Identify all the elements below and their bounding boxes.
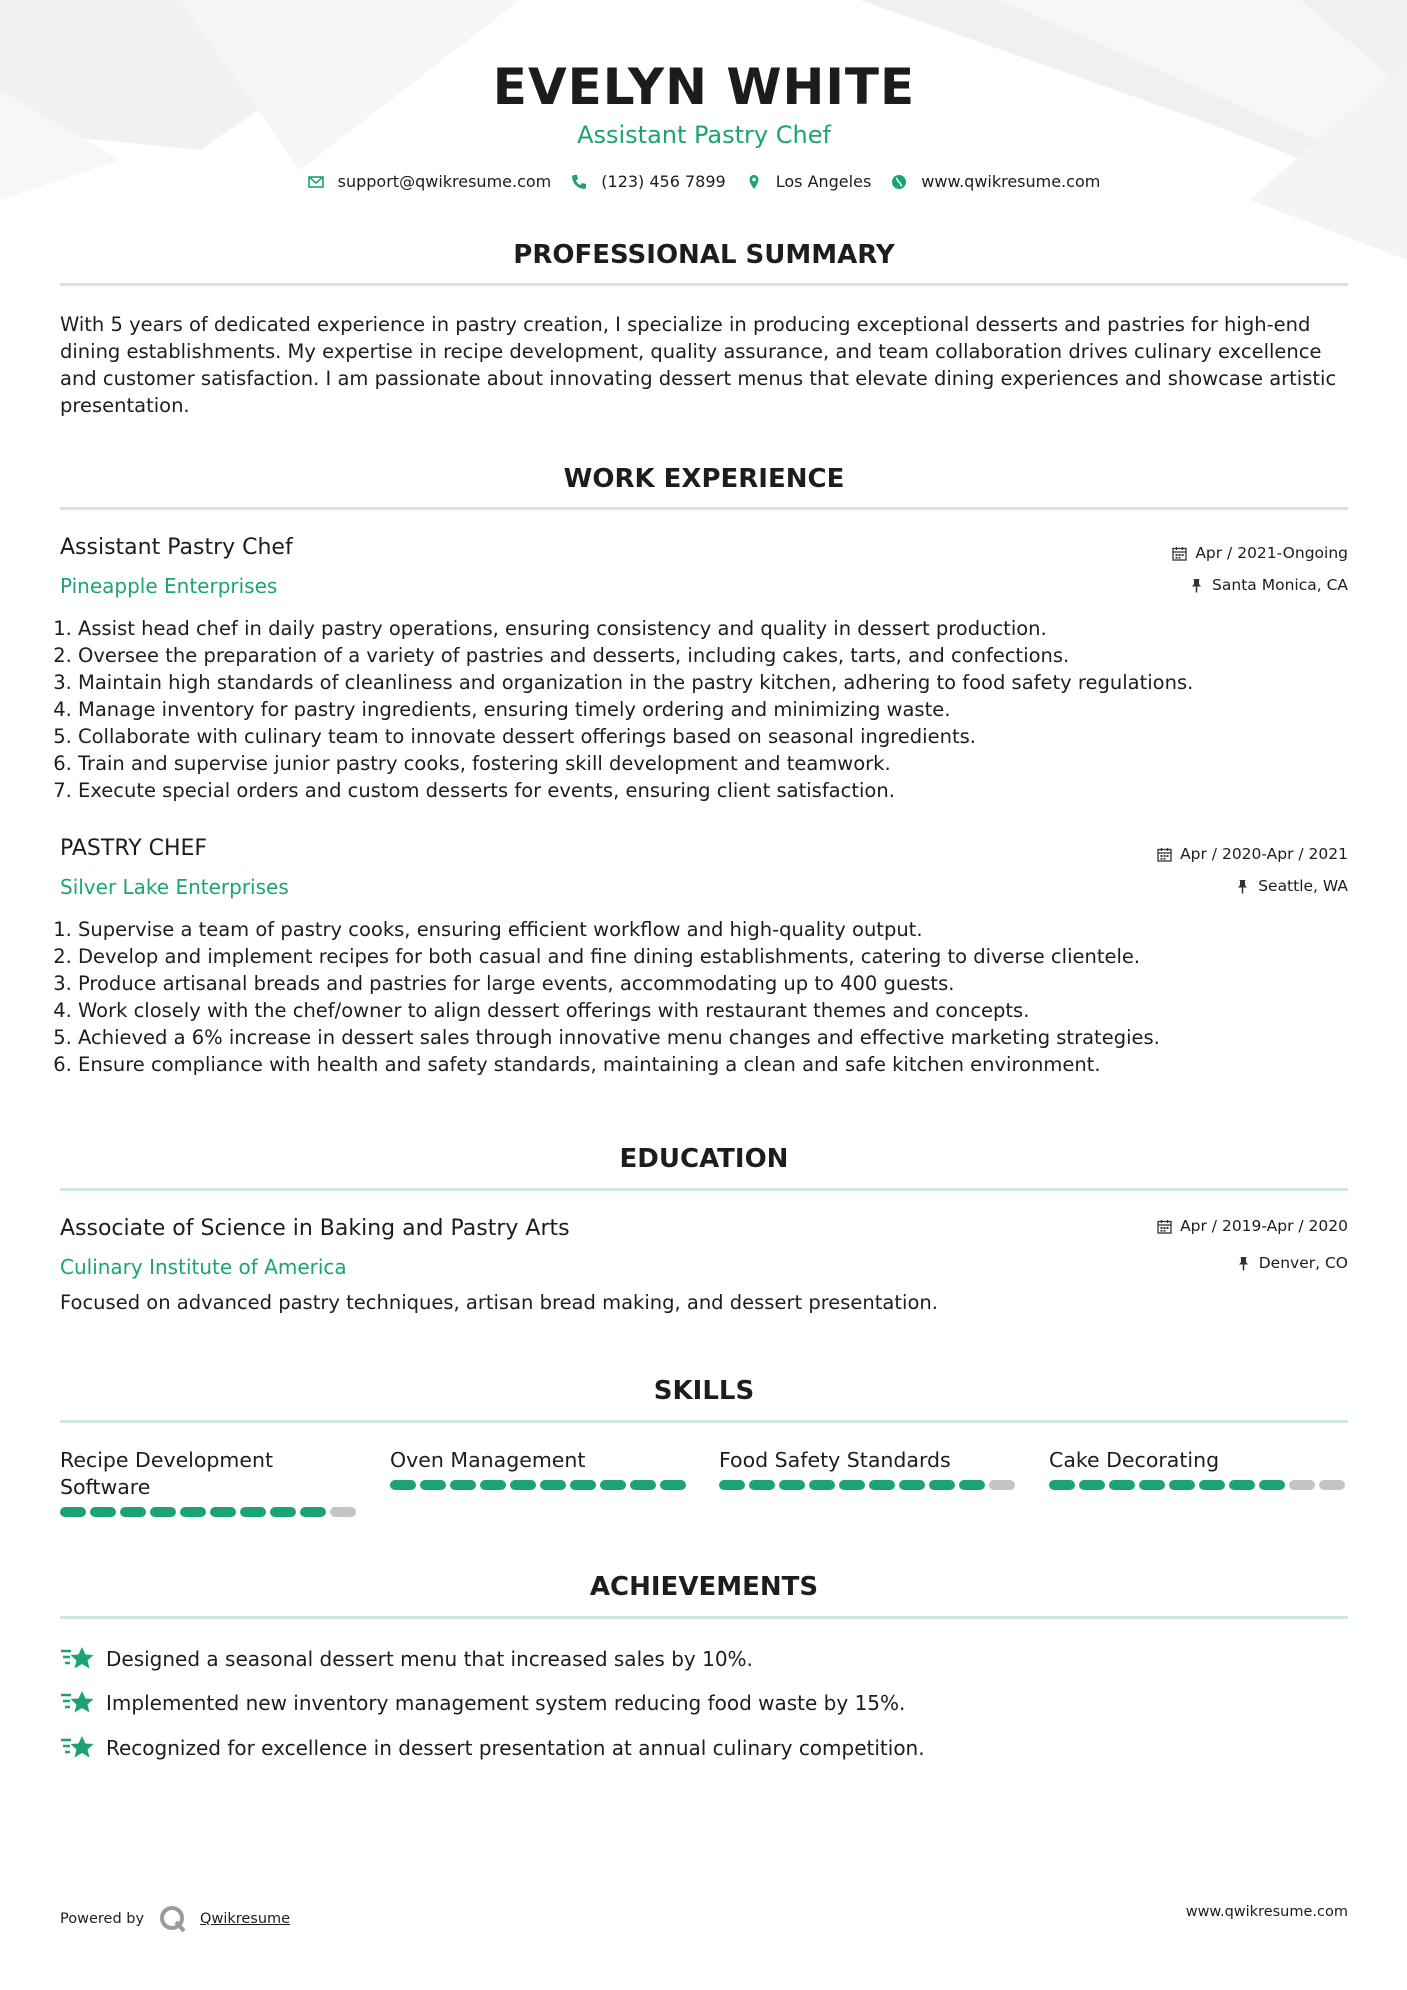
achievements-heading: ACHIEVEMENTS xyxy=(589,1572,819,1602)
skill-level-filled xyxy=(420,1480,446,1490)
skill-level-filled xyxy=(809,1480,835,1490)
skill-level-filled xyxy=(899,1480,925,1490)
pushpin-icon xyxy=(1235,879,1250,894)
skill-level-empty xyxy=(1289,1480,1315,1490)
skill-bar xyxy=(719,1480,1019,1490)
job-location: Seattle, WA xyxy=(1235,877,1348,895)
star-achievement-icon xyxy=(60,1688,96,1718)
skill-level-filled xyxy=(60,1507,86,1517)
skills-heading: SKILLS xyxy=(653,1376,755,1406)
skill-level-empty xyxy=(330,1507,356,1517)
education-heading: EDUCATION xyxy=(619,1144,789,1174)
skill-level-filled xyxy=(1079,1480,1105,1490)
skill-level-filled xyxy=(210,1507,236,1517)
skill-level-filled xyxy=(1259,1480,1285,1490)
list-item: 4. Work closely with the chef/owner to align dessert offerings with restaurant themes and concepts. xyxy=(78,997,1348,1024)
job-company: Pineapple Enterprises xyxy=(60,574,278,598)
footer-powered-by: Powered by Qwikresume xyxy=(60,1904,290,1934)
calendar-icon xyxy=(1172,546,1187,561)
skill-level-filled xyxy=(270,1507,296,1517)
star-achievement-icon xyxy=(60,1644,96,1674)
list-item: 7. Execute special orders and custom desserts for events, ensuring client satisfaction. xyxy=(78,777,1348,804)
skill-level-filled xyxy=(1109,1480,1135,1490)
skill-level-filled xyxy=(300,1507,326,1517)
skill-label: Oven Management xyxy=(390,1448,586,1472)
contact-bar xyxy=(60,172,1348,191)
candidate-role: Assistant Pastry Chef xyxy=(577,121,831,149)
job-location: Santa Monica, CA xyxy=(1189,576,1348,594)
list-item: 2. Oversee the preparation of a variety of pastries and desserts, including cakes, tarts, and confections. xyxy=(78,642,1348,669)
skill-level-filled xyxy=(959,1480,985,1490)
skill-level-filled xyxy=(869,1480,895,1490)
achievements-divider xyxy=(60,1616,1348,1619)
education-description: Focused on advanced pastry techniques, artisan bread making, and dessert presentation. xyxy=(60,1291,938,1314)
skill-item xyxy=(60,1447,360,1517)
job-bullets xyxy=(60,615,1348,804)
skill-label: Recipe Development Software xyxy=(60,1448,274,1499)
list-item: 3. Produce artisanal breads and pastries for large events, accommodating up to 400 guests. xyxy=(78,970,1348,997)
footer-url[interactable]: www.qwikresume.com xyxy=(1185,1904,1348,1920)
skill-item xyxy=(719,1447,1019,1490)
summary-heading: PROFESSIONAL SUMMARY xyxy=(513,240,895,270)
phone-icon xyxy=(571,174,587,190)
list-item: 2. Develop and implement recipes for both casual and fine dining establishments, catering to diverse clientele. xyxy=(78,943,1348,970)
skill-level-empty xyxy=(989,1480,1015,1490)
school-name: Culinary Institute of America xyxy=(60,1255,347,1279)
skill-level-filled xyxy=(1139,1480,1165,1490)
contact-email[interactable]: support@qwikresume.com xyxy=(308,172,552,191)
pushpin-icon xyxy=(1236,1256,1251,1271)
contact-phone[interactable]: (123) 456 7899 xyxy=(571,172,725,191)
skill-level-filled xyxy=(510,1480,536,1490)
skill-level-filled xyxy=(719,1480,745,1490)
summary-divider xyxy=(60,283,1348,286)
skill-level-filled xyxy=(779,1480,805,1490)
contact-website[interactable]: www.qwikresume.com xyxy=(891,172,1100,191)
job-bullets xyxy=(60,916,1348,1078)
envelope-icon xyxy=(308,174,324,190)
job-company: Silver Lake Enterprises xyxy=(60,875,289,899)
star-achievement-icon xyxy=(60,1733,96,1763)
skill-level-filled xyxy=(749,1480,775,1490)
skill-level-filled xyxy=(150,1507,176,1517)
education-location: Denver, CO xyxy=(1236,1254,1348,1272)
skill-level-filled xyxy=(90,1507,116,1517)
summary-text: With 5 years of dedicated experience in pastry creation, I specialize in producing exceptional desserts and pastries for high-end dining establishments. My expertise in recipe development, quality assurance, and team collaboration drives culinary excellence and customer satisfaction. I am passionate about innovating dessert menus that elevate dining experiences and showcase artistic presentation. xyxy=(60,313,1337,417)
experience-heading: WORK EXPERIENCE xyxy=(563,464,845,494)
skill-level-filled xyxy=(929,1480,955,1490)
skill-level-filled xyxy=(450,1480,476,1490)
skill-level-filled xyxy=(570,1480,596,1490)
skill-level-filled xyxy=(600,1480,626,1490)
contact-location: Los Angeles xyxy=(746,172,872,191)
list-item: 6. Train and supervise junior pastry cooks, fostering skill development and teamwork. xyxy=(78,750,1348,777)
list-item: 3. Maintain high standards of cleanliness and organization in the pastry kitchen, adhering to food safety regulations. xyxy=(78,669,1348,696)
skill-level-filled xyxy=(390,1480,416,1490)
job-dates: Apr / 2021-Ongoing xyxy=(1172,544,1348,562)
skill-level-filled xyxy=(540,1480,566,1490)
skills-divider xyxy=(60,1420,1348,1423)
skill-level-filled xyxy=(1229,1480,1255,1490)
achievement-item: Recognized for excellence in dessert presentation at annual culinary competition. xyxy=(60,1733,925,1763)
skill-level-empty xyxy=(1319,1480,1345,1490)
pushpin-icon xyxy=(1189,578,1204,593)
list-item: 1. Assist head chef in daily pastry operations, ensuring consistency and quality in dessert production. xyxy=(78,615,1348,642)
education-divider xyxy=(60,1188,1348,1191)
list-item: 1. Supervise a team of pastry cooks, ensuring efficient workflow and high-quality output. xyxy=(78,916,1348,943)
list-item: 4. Manage inventory for pastry ingredients, ensuring timely ordering and minimizing waste. xyxy=(78,696,1348,723)
skill-level-filled xyxy=(1049,1480,1075,1490)
skill-label: Food Safety Standards xyxy=(719,1448,951,1472)
achievement-item: Implemented new inventory management system reducing food waste by 15%. xyxy=(60,1688,905,1718)
skill-level-filled xyxy=(630,1480,656,1490)
candidate-name: EVELYN WHITE xyxy=(492,58,916,116)
skill-bar xyxy=(390,1480,690,1490)
skill-bar xyxy=(1049,1480,1349,1490)
list-item: 5. Achieved a 6% increase in dessert sales through innovative menu changes and effective marketing strategies. xyxy=(78,1024,1348,1051)
education-dates: Apr / 2019-Apr / 2020 xyxy=(1157,1217,1348,1235)
job-dates: Apr / 2020-Apr / 2021 xyxy=(1157,845,1348,863)
skill-level-filled xyxy=(839,1480,865,1490)
map-pin-icon xyxy=(746,174,762,190)
skill-bar xyxy=(60,1507,360,1517)
qwikresume-logo-icon xyxy=(158,1904,188,1934)
experience-divider xyxy=(60,507,1348,510)
qwikresume-link[interactable]: Qwikresume xyxy=(200,1911,291,1927)
calendar-icon xyxy=(1157,847,1172,862)
list-item: 5. Collaborate with culinary team to innovate dessert offerings based on seasonal ingredients. xyxy=(78,723,1348,750)
degree-title: Associate of Science in Baking and Pastry Arts xyxy=(60,1216,570,1241)
calendar-icon xyxy=(1157,1219,1172,1234)
globe-icon xyxy=(891,174,907,190)
achievement-item: Designed a seasonal dessert menu that increased sales by 10%. xyxy=(60,1644,753,1674)
skill-level-filled xyxy=(240,1507,266,1517)
skill-item xyxy=(1049,1447,1349,1490)
job-title: Assistant Pastry Chef xyxy=(60,535,293,560)
skill-level-filled xyxy=(1169,1480,1195,1490)
skill-level-filled xyxy=(180,1507,206,1517)
job-title: PASTRY CHEF xyxy=(60,836,208,861)
skill-item xyxy=(390,1447,690,1490)
skill-level-filled xyxy=(480,1480,506,1490)
skill-level-filled xyxy=(120,1507,146,1517)
skill-label: Cake Decorating xyxy=(1049,1448,1220,1472)
skill-level-filled xyxy=(1199,1480,1225,1490)
skill-level-filled xyxy=(660,1480,686,1490)
list-item: 6. Ensure compliance with health and safety standards, maintaining a clean and safe kitchen environment. xyxy=(78,1051,1348,1078)
